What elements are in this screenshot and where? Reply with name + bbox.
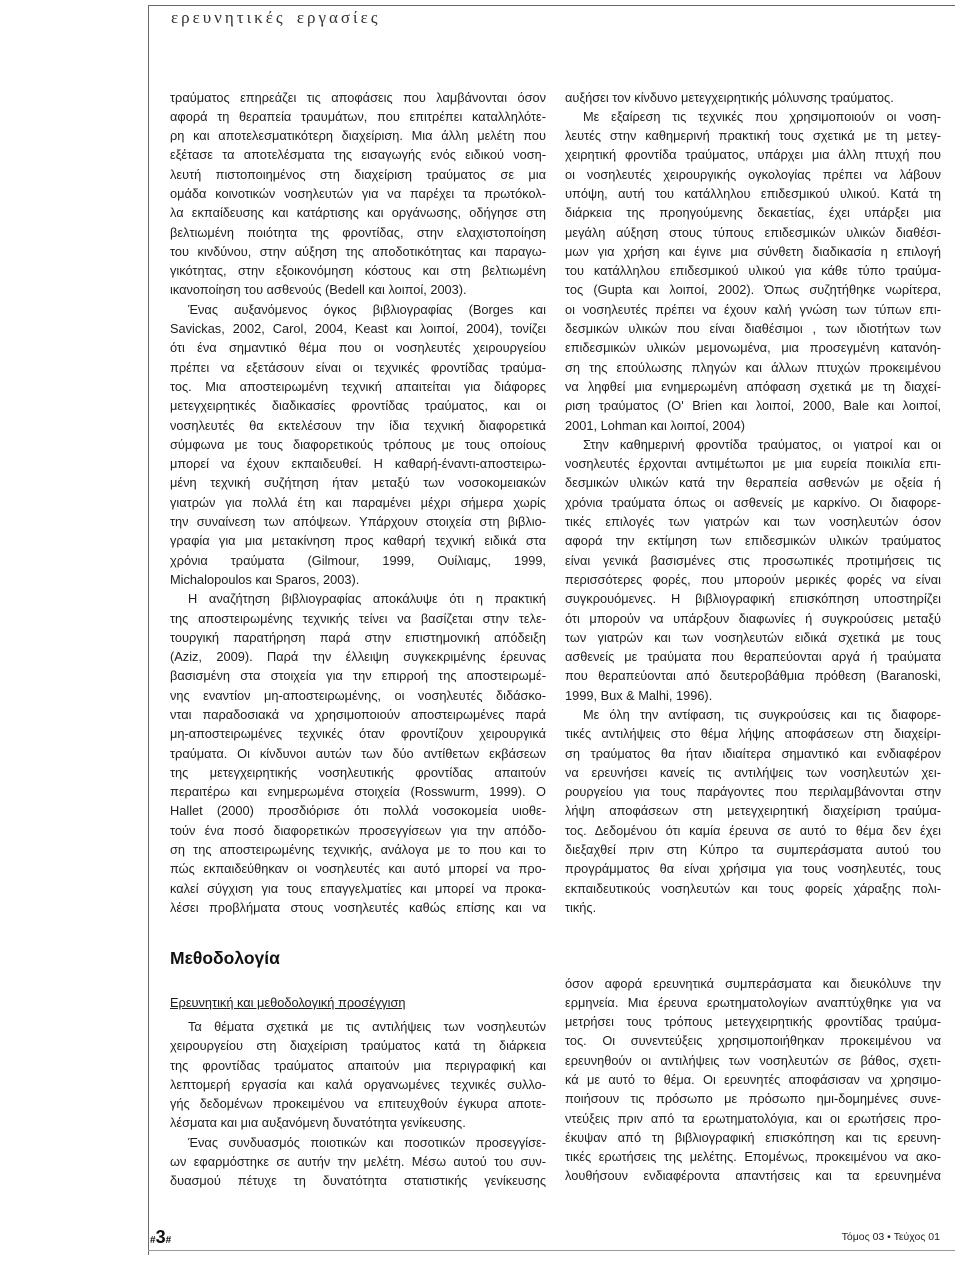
text-line: ικανοποίηση του ασθενούς (Bedell και λοιποί, 2003). — [170, 282, 467, 298]
text-line: νοσηλευτές έρχονται αντιμέτωποι με μια ευρεία ποικιλία επι- — [565, 456, 941, 472]
text-line: του κατάλληλου επιδεσμικού υλικού για κάθε τύπο τραύμα- — [565, 263, 941, 279]
text-line: Ένας συνδυασμός ποιοτικών και ποσοτικών προσεγγίσε- — [188, 1134, 546, 1150]
text-line: 2001, Lohman και λοιποί, 2004) — [565, 417, 746, 433]
text-line: Τα θέματα σχετικά με τις αντιλήψεις των νοσηλευτών — [188, 1019, 546, 1034]
text-line: βελτιωμένη ποιότητα της φροντίδας, στην ελαχιστοποίηση — [170, 224, 546, 240]
text-line: ομάδα κοινοτικών νοσηλευτών για να παρέχει τα πρωτόκολ- — [170, 185, 546, 201]
paragraph — [565, 974, 941, 1186]
paragraph — [170, 300, 546, 589]
text-line: ντεύξεις πριν από τα ερωτηματολόγια, και οι ερωτήσεις προ- — [565, 1110, 941, 1126]
frame-bottom-rule — [148, 1250, 955, 1251]
text-line: των γιατρών και των νοσηλευτών ειδικά σχετικά με τους — [565, 629, 941, 645]
text-line: μετεγχειρητικές διαδικασίες φροντίδας τραύματος, και οι — [170, 398, 546, 414]
text-line: ριση τραύματος (O' Brien και λοιποί, 2000, Bale και λοιποί, — [565, 398, 941, 414]
text-line: Hallet (2000) προσδιόρισε ότι πολλά νοσοκομεία υιοθε- — [170, 803, 546, 819]
text-line: χρόνια τραύματα (Gilmour, 1999, Ουίλιαμς, 1999, — [170, 552, 546, 568]
text-line: συγκρουόμενες. Η βιβλιογραφική επισκόπηση υποστηρίζει — [565, 591, 941, 607]
text-line: γιατρών για πολλά έτη και παραμένει μέχρι σήμερα χωρίς — [170, 494, 546, 510]
text-line: λεπτομερή εργασία και καλά οργανωμένες τεχνικές συλλο- — [170, 1076, 546, 1092]
text-line: περισσότερες φορές, που μπορούν μερικές φορές να είναι — [565, 571, 941, 587]
text-line: περαιτέρω και ενημερωμένα στοιχεία (Rosswurm, 1999). Ο — [170, 784, 546, 800]
text-line: νοσηλευτές θα εκτελέσουν την ίδια τεχνική διαφορετικά — [170, 417, 546, 433]
text-line: καλεί σύγχιση για τους επαγγελματίες και μπορεί να προκα- — [170, 880, 546, 896]
text-line: μη-αποστειρωμένες τεχνικές όταν φροντίζουν χειρουργικά — [170, 726, 546, 742]
text-line: λήψη αποφάσεων στη μετεγχειρητική διαχείριση τραύμα- — [565, 803, 941, 819]
text-line: αφορά την εκτίμηση των επιδεσμικών υλικών τραύματος — [565, 533, 941, 549]
text-line: τος. Δεδομένου ότι καμία έρευνα σε αυτό το θέμα δεν έχει — [565, 822, 941, 838]
text-line: ερμηνεία. Μια έρευνα ερωτηματολογίων αναπτύχθηκε για να — [565, 994, 941, 1010]
text-line: χρόνια τραύματα όπως οι ασθενείς με καρκίνο. Οι διαφορε- — [565, 494, 941, 510]
page-number — [150, 1226, 171, 1248]
text-line: λέσματα και μια αυξανόμενη δυνατότητα γενίκευσης. — [170, 1115, 466, 1131]
paragraph — [170, 1133, 546, 1191]
text-line: χειρητική φροντίδα τραύματος, υπάρχει μια άλλη πτυχή που — [565, 147, 941, 163]
text-line: νται παραδοσιακά να χρησιμοποιούν αποστειρωμένες παρά — [170, 707, 546, 722]
text-line: όσον αφορά ερευνητικά συμπεράσματα και διευκόλυνε την — [565, 975, 941, 991]
text-line: ασθενείς με τραύματα που θεραπεύονται αργά ή τραύματα — [565, 649, 941, 665]
text-line: να ερευνήσει κανείς τις αντιλήψεις των νοσηλευτών χει- — [565, 764, 941, 780]
text-line: νης εναντίον μη-αποστειρωμένης, οι νοσηλευτές διδάσκο- — [170, 687, 546, 703]
text-line: την συναίνεση των απόψεων. Υπάρχουν στοιχεία στη βιβλιο- — [170, 514, 546, 530]
text-line: υπόψη, αυτή του κατάλληλου επιδεσμικού υλικού. Κατά τη — [565, 185, 941, 201]
issue-label: Τόμος 03 • Τεύχος 01 — [841, 1231, 940, 1243]
text-line: ότι μπορούν να υπάρξουν διαφωνίες ή συγκρούσεις μεταξύ — [565, 610, 941, 626]
text-line: διεξαχθεί πριν στη Κύπρο τα συμπεράσματα αυτού του — [565, 842, 941, 858]
text-line: ων εφαρμόστηκε σε αυτήν την μελέτη. Μέσω αυτού του συν- — [170, 1154, 546, 1170]
text-line: μων για χρήση και έγινε μια σύνθετη διαδικασία η επιλογή — [565, 243, 941, 259]
text-line: ότι ένα σημαντικό θέμα που οι νοσηλευτές χειρουργείου — [170, 340, 546, 356]
paragraph — [565, 705, 941, 917]
text-line: μπορεί να έχουν εκπαιδευθεί. Η καθαρή-έναντι-αποστειρω- — [170, 456, 546, 472]
methodology-column-left — [170, 1017, 546, 1191]
text-line: τούν ένα ποσό διαφορετικών προσεγγίσεων για την απόδο- — [170, 822, 546, 838]
text-line: διάρκεια της προηγούμενης δεκαετίας, έχει υπάρξει μια — [565, 205, 941, 221]
text-line: ση της επούλωσης πληγών και άλλων πτυχών προκειμένου — [565, 359, 941, 375]
text-line: πρέπει να εξετάσουν είναι οι τεχνικές φροντίδας τραύμα- — [170, 359, 546, 375]
text-line: χειρουργείου στη διαχείριση τραύματος κατά τη διάρκεια — [170, 1038, 546, 1054]
text-line: τικές επιλογές των γιατρών και των νοσηλευτών όσον — [565, 514, 941, 530]
text-line: μετρήσει τους τρόπους μετεγχειρητικής φροντίδας τραύμα- — [565, 1014, 941, 1030]
text-line: να ληφθεί μια ενημερωμένη απόφαση σχετικά με τη διαχεί- — [565, 378, 941, 394]
text-line: της φροντίδας τραύματος απαιτούν μια περιγραφική και — [170, 1057, 546, 1073]
text-line: λέσει προβλήματα στους νοσηλευτές καθώς επίσης και να — [170, 899, 546, 915]
text-line: πώς εκπαιδεύθηκαν οι νοσηλευτές και αυτό μπορεί να προ- — [170, 861, 546, 877]
text-line: Savickas, 2002, Carol, 2004, Keast και λοιποί, 2004), τονίζει — [170, 321, 546, 337]
text-line: λευτές στην καθημερινή πρακτική τους σχετικά με τη μετεγ- — [565, 128, 941, 144]
text-line: τος (Gupta και λοιποί, 2002). Όπως συζητήθηκε νωρίτερα, — [565, 282, 941, 298]
text-line: τραύματος επηρεάζει τις αποφάσεις που λαμβάνονται όσον — [170, 89, 546, 105]
text-line: τικές αντιλήψεις στο θέμα λήψης αποφάσεων στη διαχείρι- — [565, 726, 941, 742]
text-line: Με εξαίρεση τις τεχνικές που χρησιμοποιούν οι νοση- — [583, 108, 941, 124]
text-line: οι νοσηλευτές πρέπει να έχουν καλή γνώση των τύπων επι- — [565, 301, 941, 317]
methodology-subheading: Ερευνητική και μεθοδολογική προσέγγιση — [170, 995, 406, 1010]
body-column-left — [170, 88, 546, 918]
text-line: εκπαιδευτικούς νοσηλευτών και τους φορείς χάραξης πολι- — [565, 880, 941, 896]
text-line: μεγάλη αύξηση στους τύπους επιδεσμικών υλικών διαθέσι- — [565, 224, 941, 240]
text-line: της αποστειρωμένης τεχνικής τείνει να βασίζεται στην τελε- — [170, 610, 546, 626]
text-line: που θεραπεύονται από δευτεροβάθμια πρόθεση (Baranoski, — [565, 668, 941, 684]
text-line: 1999, Bux & Malhi, 1996). — [565, 687, 713, 703]
text-line: Ένας αυξανόμενος όγκος βιβλιογραφίας (Borges και — [188, 301, 546, 317]
text-line: λευτή πιστοποιημένος στη διαχείριση τραύματος σε μια — [170, 166, 546, 182]
page-number-right-mark: # — [165, 1235, 172, 1246]
text-line: τικές ερωτήσεις της μελέτης. Επομένως, προκειμένου να ακο- — [565, 1149, 941, 1165]
text-line: δυασμού πέτυχε τη δυνατότητα στατιστικής γενίκευσης — [170, 1173, 546, 1189]
text-line: εξέτασε τα αποτελέσματα της εισαγωγής ενός ειδικού νοση- — [170, 147, 546, 163]
text-line: του κινδύνου, στην αύξηση της αποδοτικότητας και παραγω- — [170, 243, 546, 259]
text-line: (Aziz, 2009). Παρά την έλλειψη συγκεκριμένης έρευνας — [170, 649, 546, 665]
text-line: είναι γενικά βασισμένες στις προσωπικές προτιμήσεις τις — [565, 552, 941, 568]
text-line: προγράμματος θα είναι χρήσιμα για τους νοσηλευτές, τους — [565, 861, 941, 877]
text-line: Με όλη την αντίφαση, τις συγκρούσεις και τις διαφορε- — [583, 707, 941, 722]
text-line: τος. Μια αποστειρωμένη τεχνική απαιτείται για διάφορες — [170, 378, 546, 394]
page-number-left-mark: # — [150, 1235, 156, 1246]
text-line: λουθήσουν ενδιαφέροντα απαντήσεις και τα ερευνημένα — [565, 1168, 941, 1184]
methodology-heading: Μεθοδολογία — [170, 948, 280, 968]
section-title: ερευνητικές εργασίες — [171, 8, 381, 27]
text-line: γικότητας, στην εξοικονόμηση κόστους και στη βελτιωμένη — [170, 263, 546, 279]
text-line: βασισμένη στα στοιχεία για την επιρροή της αποστειρωμέ- — [170, 668, 546, 684]
text-line: επιδεσμικών υλικών μεμονωμένα, μια προσεγμένη κατανόη- — [565, 340, 941, 356]
text-line: δεσμικών υλικών που είναι διαθέσιμοι , των ιδιοτήτων των — [565, 321, 941, 337]
text-line: μένη τεχνική συζήτηση ήταν μεταξύ των νοσοκομειακών — [170, 475, 546, 491]
paragraph — [565, 88, 941, 107]
text-line: ρη και αποτελεσματικότερη διαχείριση. Μια άλλη μελέτη που — [170, 128, 546, 144]
text-line: ερευνηθούν οι αντιλήψεις των νοσηλευτών σε βάθος, σχετι- — [565, 1052, 941, 1068]
text-line: Στην καθημερινή φροντίδα τραύματος, οι γιατροί και οι — [583, 436, 941, 452]
paragraph — [170, 1017, 546, 1133]
text-line: αφορά τη θεραπεία τραυμάτων, που επιτρέπει καταλληλότε- — [170, 108, 546, 124]
text-line: τουργική παρατήρηση παρά στην επιστημονική απόδειξη — [170, 629, 546, 645]
text-line: οι νοσηλευτές χειρουργικής ογκολογίας πρέπει να λάβουν — [565, 166, 941, 182]
text-line: γραφία για μια μετακίνηση προς καθαρή τεχνική ειδικά στα — [170, 533, 546, 549]
page-number-value: 3 — [155, 1227, 166, 1247]
body-column-right — [565, 88, 941, 918]
paragraph — [565, 435, 941, 705]
text-line: Michalopoulos και Sparos, 2003). — [170, 571, 360, 587]
text-line: τικής. — [565, 899, 597, 915]
text-line: ποιήσουν τις πρόσωπο με πρόσωπο ημι-δομημένες συνε- — [565, 1091, 941, 1107]
text-line: ση τραύματος θα ήταν ιδιαίτερα σημαντικό και ενδιαφέρον — [565, 745, 941, 761]
text-line: έκυψαν από τη βιβλιογραφική επισκόπηση και τις ερευνη- — [565, 1129, 941, 1145]
paragraph — [170, 88, 546, 300]
text-line: δεσμικών υλικών κατά την θεραπεία ασθενών με οξεία ή — [565, 475, 941, 491]
frame-left-rule — [148, 5, 149, 1255]
text-line: τραύματα. Οι κίνδυνοι αυτών των δύο αντίθετων εκβάσεων — [170, 745, 546, 761]
paragraph — [565, 107, 941, 435]
text-line: λα εκπαίδευσης και κατάρτισης και οργάνωσης, οδήγησε στη — [170, 205, 546, 221]
text-line: τος. Οι συνεντεύξεις χρησιμοποιήθηκαν προκειμένου να — [565, 1033, 941, 1049]
text-line: Η αναζήτηση βιβλιογραφίας αποκάλυψε ότι η πρακτική — [188, 591, 546, 607]
text-line: κά με αυτό το θέμα. Οι ερευνητές αποφάσισαν να χρησιμο- — [565, 1071, 941, 1087]
text-line: της μετεγχειρητικής νοσηλευτικής φροντίδας απαιτούν — [170, 764, 546, 780]
methodology-column-right — [565, 974, 941, 1186]
text-line: ση της αποστειρωμένης τεχνικής, ανάλογα με το που και το — [170, 842, 546, 858]
text-line: σύμφωνα με τους διαφορετικούς τρόπους με τους οποίους — [170, 436, 546, 452]
text-line: γής δεδομένων προκειμένου να επιτευχθούν έγκυρα αποτε- — [170, 1096, 546, 1112]
text-line: ρουργείου για τους παράγοντες που περιλαμβάνονται στην — [565, 784, 941, 800]
paragraph — [170, 589, 546, 917]
text-line: αυξήσει τον κίνδυνο μετεγχειρητικής μόλυνσης τραύματος. — [565, 89, 894, 105]
